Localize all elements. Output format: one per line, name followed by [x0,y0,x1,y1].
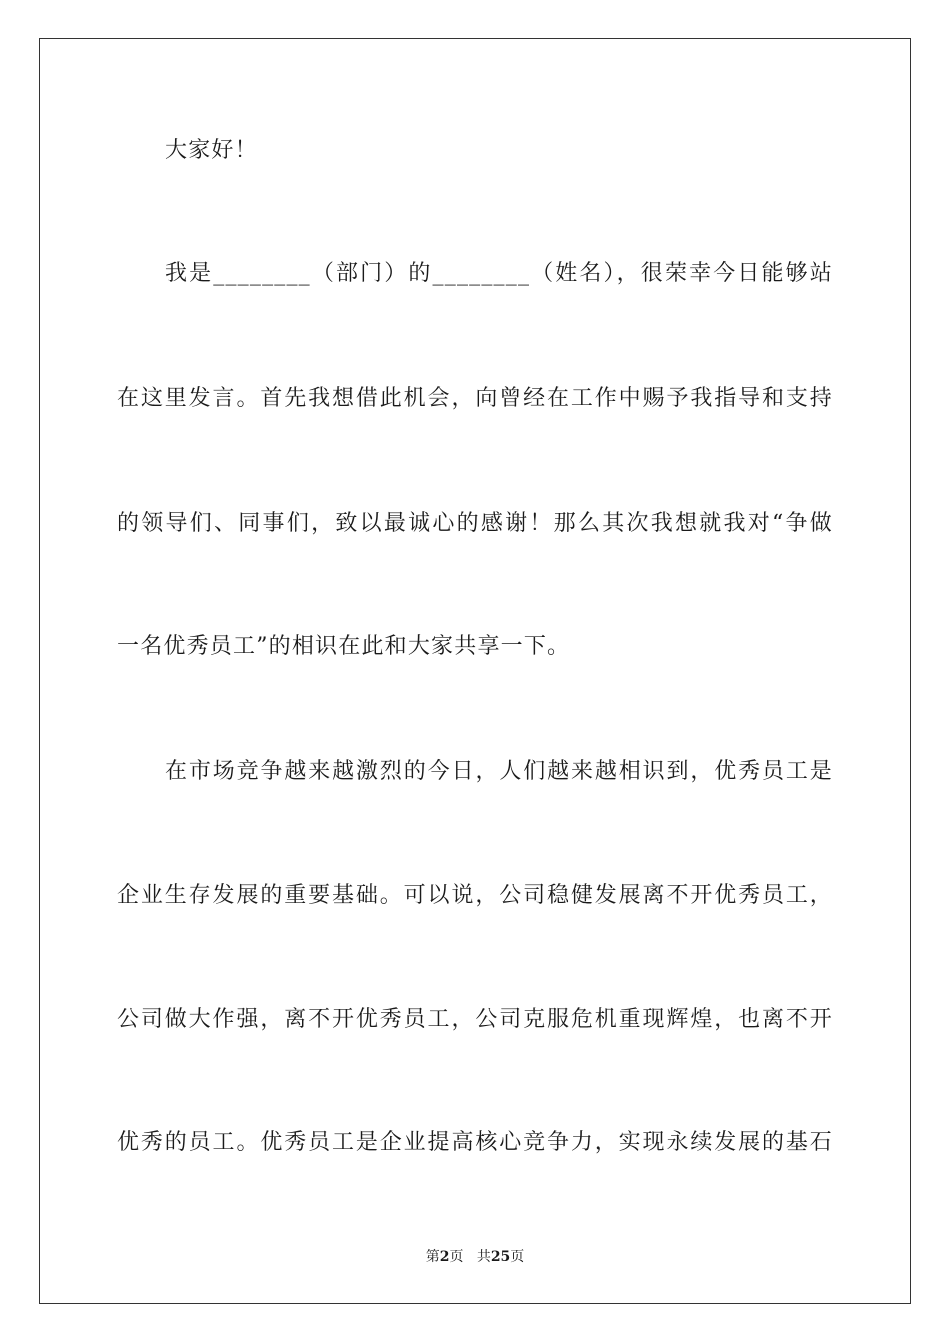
footer-page-prefix: 第 [425,1249,440,1265]
paragraph-2-line-4: 优秀的员工。优秀员工是企业提高核心竞争力，实现永续发展的基石 [117,1130,833,1155]
footer-total-suffix: 页 [510,1249,525,1265]
footer-page-suffix: 页 [449,1249,464,1265]
paragraph-2-line-1: 在市场竞争越来越激烈的今日，人们越来越相识到，优秀员工是 [165,759,833,784]
footer-total-prefix: 共 [476,1249,491,1265]
greeting-line: 大家好！ [165,138,258,163]
paragraph-1-line-1: 我是________（部门）的________（姓名），很荣幸今日能够站 [165,261,833,286]
page-border [39,38,911,1304]
footer-page-number: 2 [439,1249,450,1265]
paragraph-1-line-4: 一名优秀员工”的相识在此和大家共享一下。 [117,634,571,659]
footer-total-pages: 25 [490,1249,511,1265]
paragraph-1-line-3: 的领导们、同事们，致以最诚心的感谢！那么其次我想就我对“争做 [117,511,833,536]
page-footer [0,1248,950,1266]
paragraph-2-line-3: 公司做大作强，离不开优秀员工，公司克服危机重现辉煌，也离不开 [117,1007,833,1032]
paragraph-2-line-2: 企业生存发展的重要基础。可以说，公司稳健发展离不开优秀员工， [117,883,833,908]
paragraph-1-line-2: 在这里发言。首先我想借此机会，向曾经在工作中赐予我指导和支持 [117,386,833,411]
